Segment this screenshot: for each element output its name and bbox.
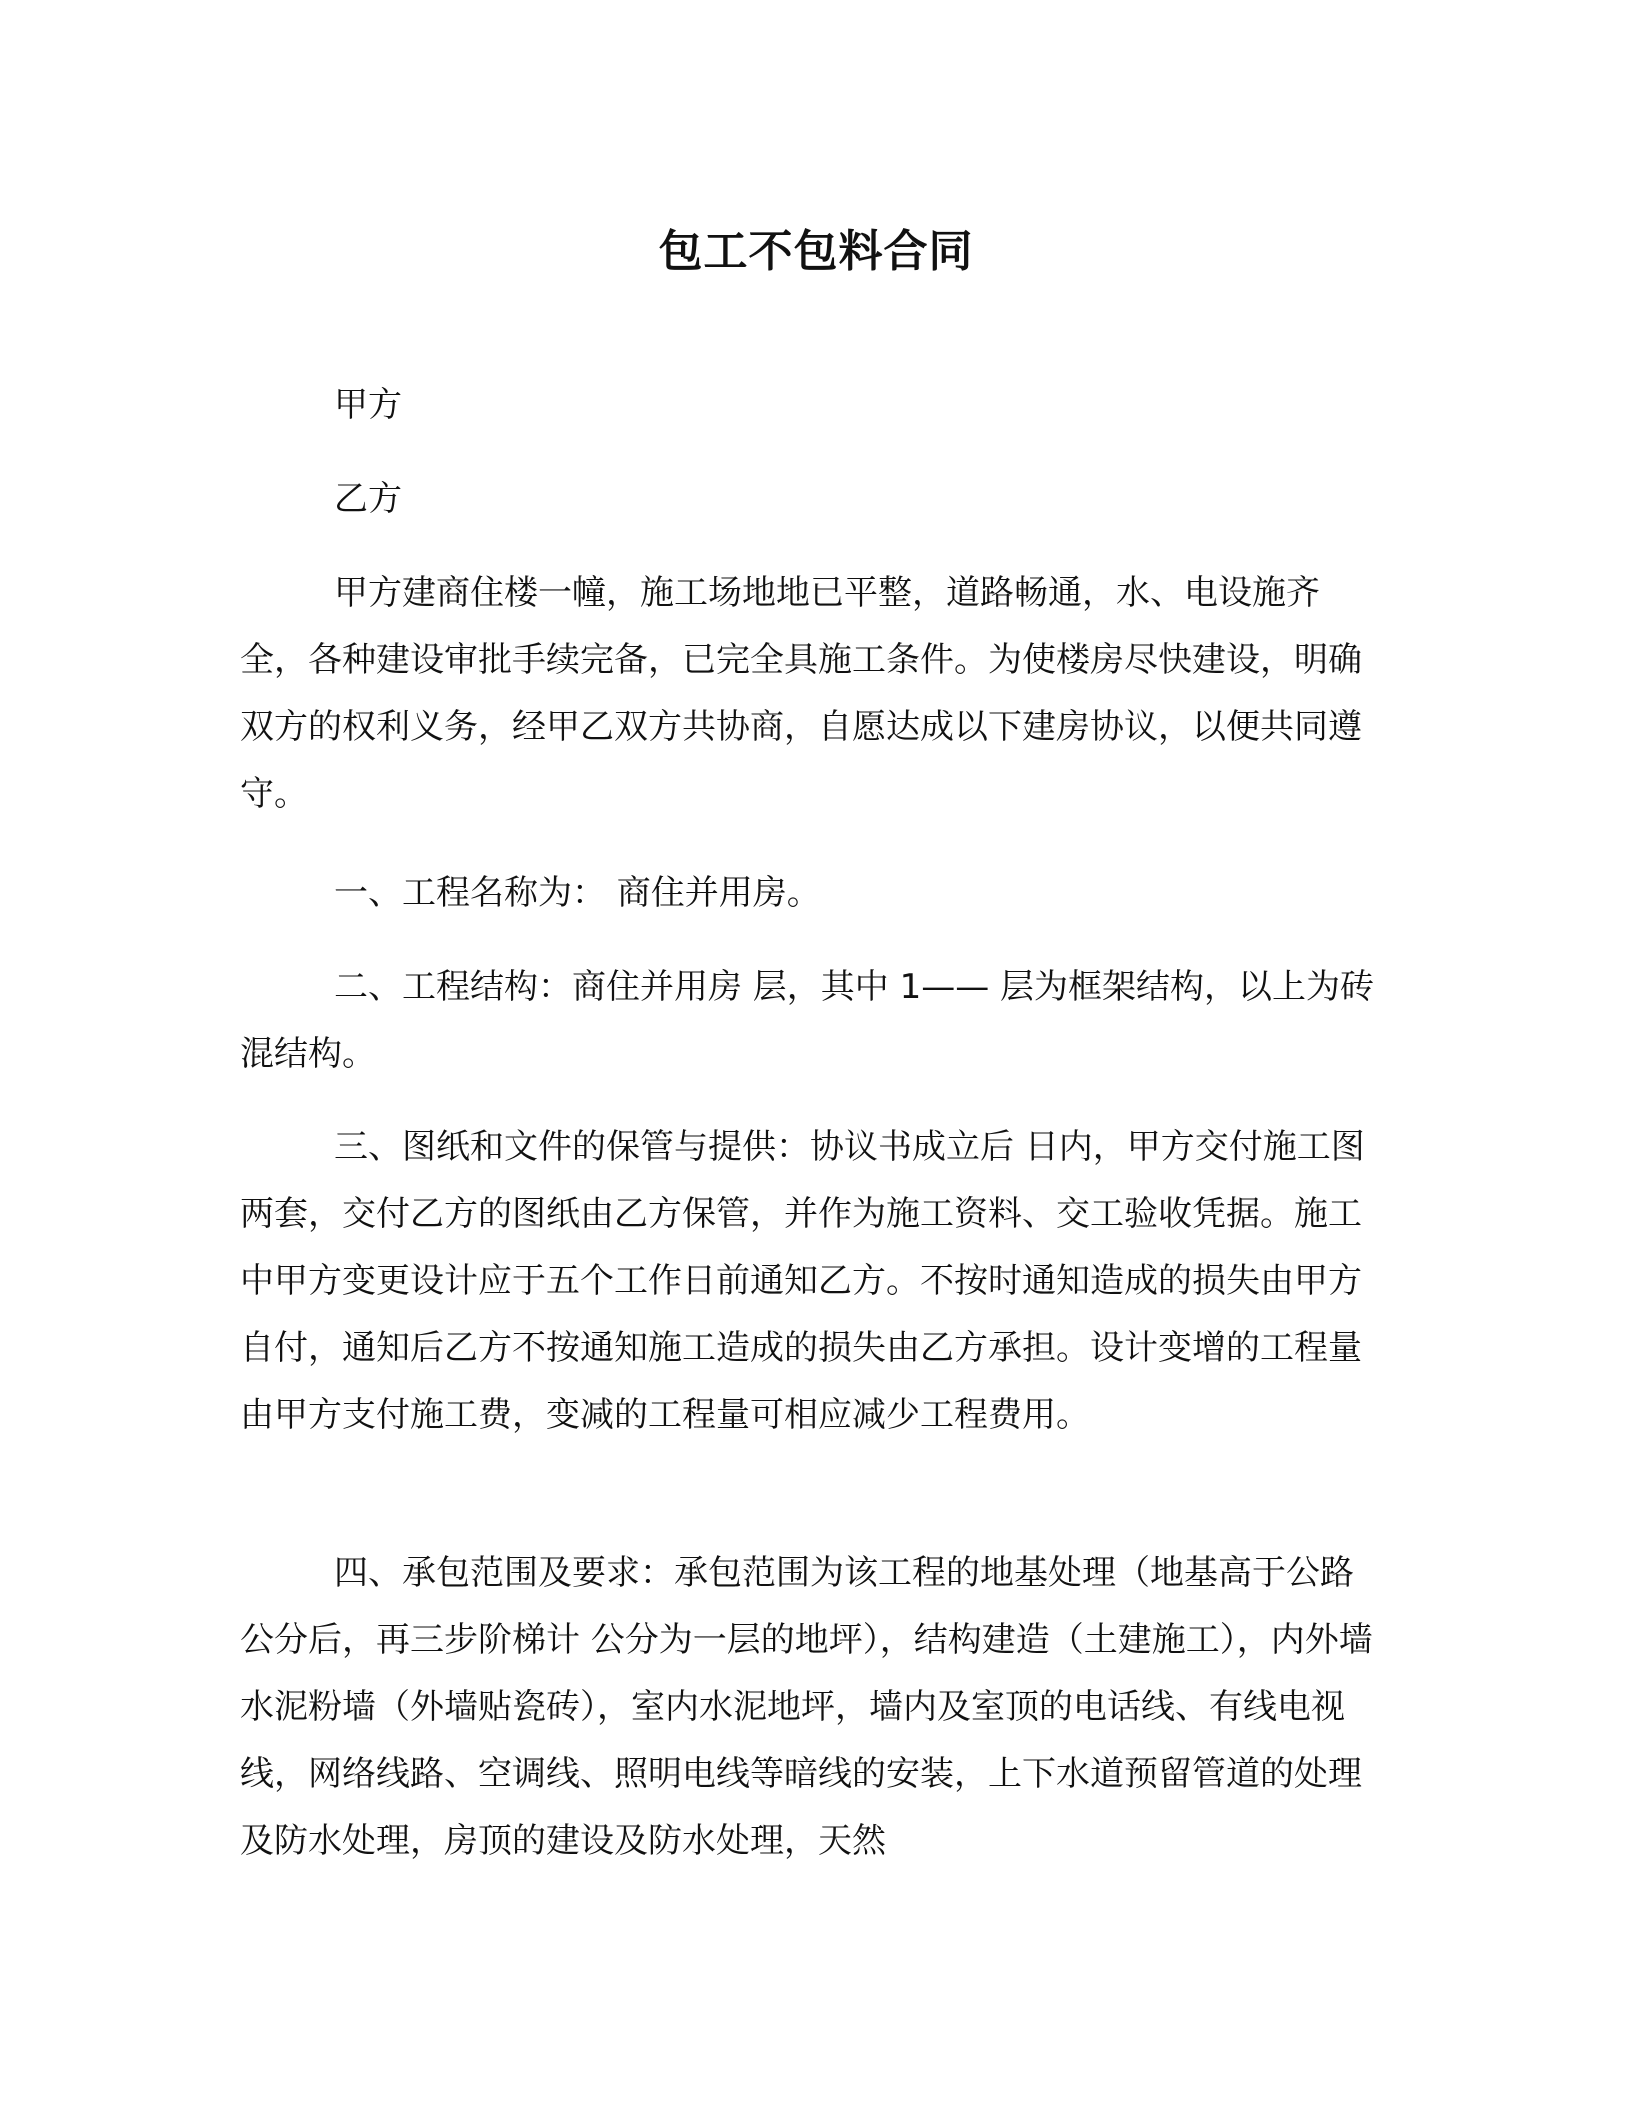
party-b-label: 乙方 (334, 479, 402, 519)
clause-project-name: 一、工程名称为： 商住并用房。 (334, 873, 821, 913)
clause-project-structure: 二、工程结构：商住并用房 层，其中 1—— 层为框架结构，以上为砖混结构。 (240, 967, 1375, 1074)
party-a-label: 甲方 (334, 385, 402, 425)
intro-paragraph: 甲方建商住楼一幢，施工场地地已平整，道路畅通，水、电设施齐全，各种建设审批手续完备，已完全具施工条件。为使楼房尽快建设，明确双方的权利义务，经甲乙双方共协商，自愿达成以下建房协议，以便共同遵守。 (240, 573, 1362, 814)
document-title: 包工不包料合同 (658, 226, 974, 277)
clause-scope-requirements: 四、承包范围及要求：承包范围为该工程的地基处理（地基高于公路 公分后，再三步阶梯计 公分为一层的地坪），结构建造（土建施工），内外墙水泥粉墙（外墙贴瓷砖），室内水泥地坪，墙内及室顶的电话线、有线电视线，网络线路、空调线、照明电线等暗线的安装，上下水道预留管道的处理及防水处理，房顶的建设及防水处理，天然 (240, 1553, 1373, 1861)
clause-drawings-documents: 三、图纸和文件的保管与提供：协议书成立后 日内，甲方交付施工图两套，交付乙方的图纸由乙方保管，并作为施工资料、交工验收凭据。施工中甲方变更设计应于五个工作日前通知乙方。不按时通知造成的损失由甲方自付，通知后乙方不按通知施工造成的损失由乙方承担。设计变增的工程量由甲方支付施工费，变减的工程量可相应减少工程费用。 (240, 1127, 1365, 1435)
